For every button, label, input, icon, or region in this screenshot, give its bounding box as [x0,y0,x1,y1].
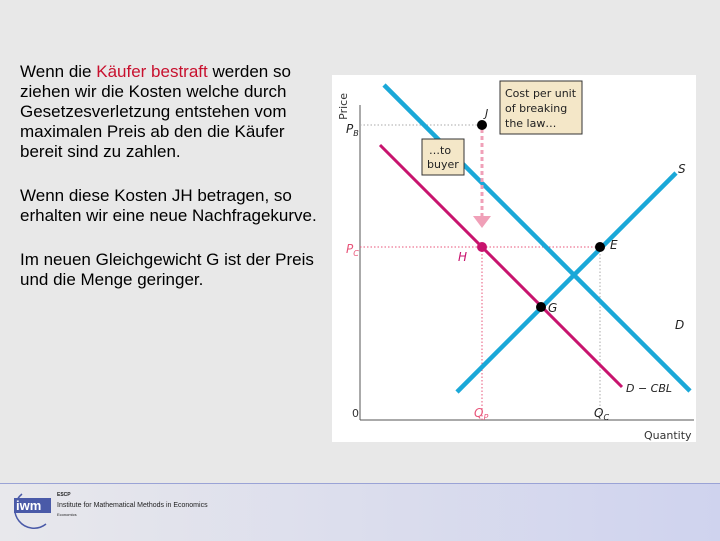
label-pc: $P_C$ [346,242,359,258]
callout-buyer-line2: buyer [427,158,459,171]
label-d-cbl: D − CBL [626,382,673,395]
callout-cost-line3: the law… [505,117,557,130]
institute-name: Institute for Mathematical Methods in Economics [57,502,208,509]
supply-demand-diagram [332,75,696,442]
label-d: D [675,318,685,332]
paragraph-new-demand: Wenn diese Kosten JH betragen, so erhalten wir eine neue Nachfragekurve. [20,186,317,225]
point-e [595,242,605,252]
callout-cost-line1: Cost per unit [505,87,577,100]
diagram-svg [332,75,696,442]
label-e: E [610,238,618,252]
y-axis-label: Price [337,93,350,120]
point-g [536,302,546,312]
slide-text [20,62,320,314]
origin-label: 0 [352,407,359,420]
label-pb: $P_B$ [346,122,359,138]
paragraph-new-equilibrium: Im neuen Gleichgewicht G ist der Preis und die Menge geringer. [20,250,314,289]
label-h: H [458,250,468,264]
point-j [477,120,487,130]
economics-label: Economics [57,512,77,517]
supply-curve [457,173,676,392]
para1-highlight: Käufer bestraft [96,62,208,81]
iwm-logo [8,490,52,530]
label-j: J [485,107,489,120]
label-qp: $Q_P$ [474,406,489,422]
jh-arrow-head [473,216,491,228]
para1-suffix: werden so ziehen wir die Kosten welche durch Gesetzesverletzung entstehen vom maximalen Preis ab den die Käufer bereit sind zu zahlen. [20,62,291,161]
svg-text:iwm: iwm [16,498,42,513]
callout-buyer-line1: …to [429,144,452,157]
label-g: G [548,301,558,315]
para1-prefix: Wenn die [20,62,97,81]
point-h [477,242,487,252]
x-axis-label: Quantity [644,429,692,442]
label-s: S [678,162,686,176]
callout-cost-line2: of breaking [505,102,568,115]
label-qc: $Q_C$ [594,406,610,422]
footer [0,483,720,541]
paragraph-penalty [20,62,320,162]
university-name: ESCP [57,492,71,498]
